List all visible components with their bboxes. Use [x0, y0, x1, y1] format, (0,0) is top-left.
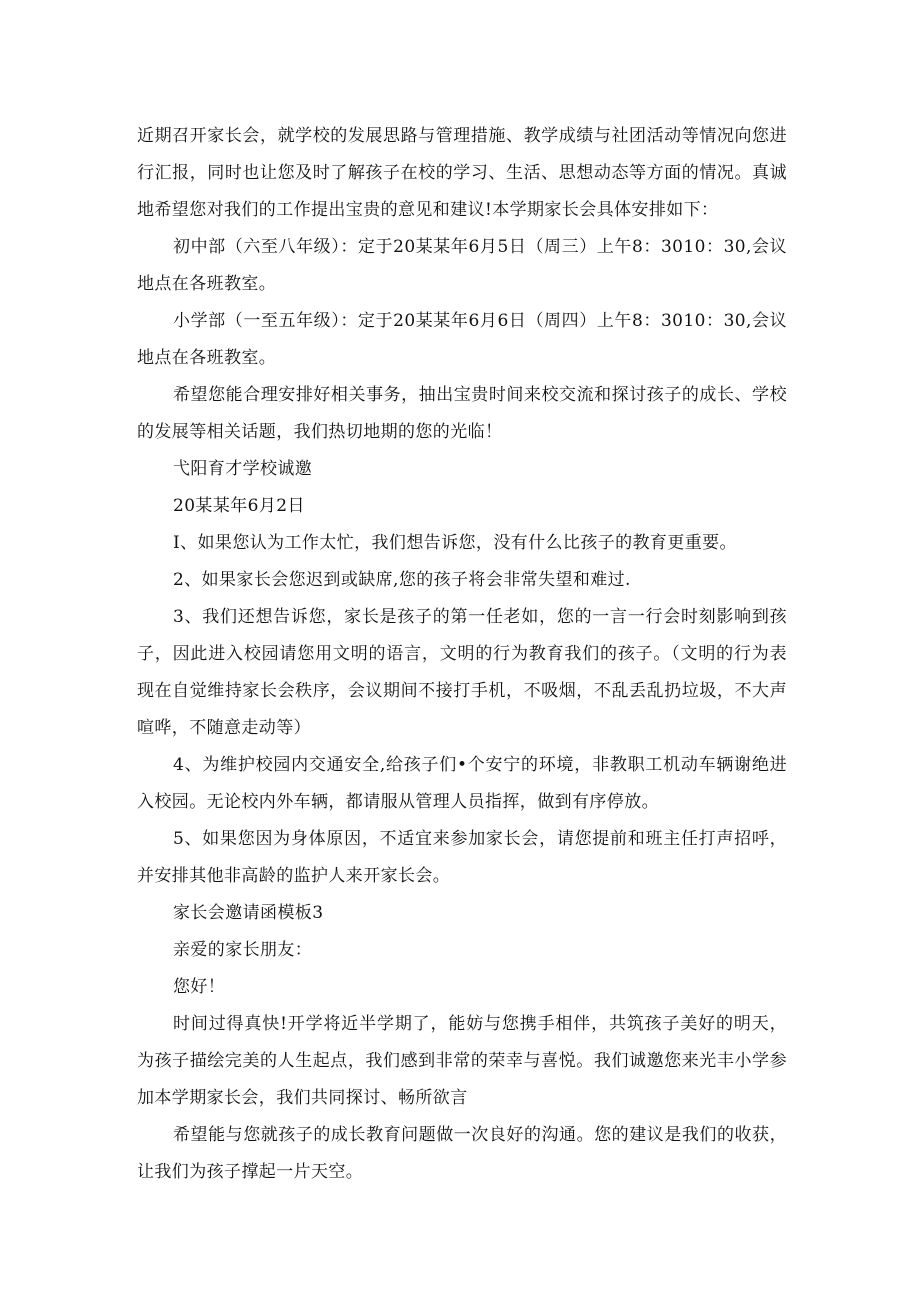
body-paragraph-2: 希望能与您就孩子的成长教育问题做一次良好的沟通。您的建议是我们的收获，让我们为孩子撑起一片天空。 — [137, 1125, 787, 1182]
salutation: 亲爱的家长朋友： — [173, 940, 313, 960]
notice-item-4: 4、为维护校园内交通安全,给孩子们•个安宁的环境，非教职工机动车辆谢绝进入校园。无论校内外车辆，都请服从管理人员指挥，做到有序停放。 — [137, 755, 787, 812]
intro-paragraph: 近期召开家长会，就学校的发展思路与管理措施、教学成绩与社团活动等情况向您进行汇报，同时也让您及时了解孩子在校的学习、生活、思想动态等方面的情况。真诚地希望您对我们的工作提出宝贵的意见和建议!本学期家长会具体安排如下： — [137, 126, 787, 220]
notice-item-5: 5、如果您因为身体原因，不适宜来参加家长会，请您提前和班主任打声招呼，并安排其他非高龄的监护人来开家长会。 — [137, 829, 787, 886]
letter-date: 20某某年6月2日 — [173, 496, 305, 516]
middle-school-schedule: 初中部（六至八年级）：定于20某某年6月5日（周三）上午8：3010：30,会议地点在各班教室。 — [137, 237, 787, 294]
notice-item-2: 2、如果家长会您迟到或缺席,您的孩子将会非常失望和难过. — [173, 570, 631, 590]
notice-item-3: 3、我们还想告诉您，家长是孩子的第一任老如，您的一言一行会时刻影响到孩子，因此进入校园请您用文明的语言，文明的行为教育我们的孩子。（文明的行为表现在自觉维持家长会秩序，会议期间不接打手机，不吸烟，不乱丢乱扔垃圾，不大声喧哗，不随意走动等） — [137, 607, 787, 738]
invitation-paragraph: 希望您能合理安排好相关事务，抽出宝贵时间来校交流和探讨孩子的成长、学校的发展等相关话题，我们热切地期的您的光临！ — [137, 385, 787, 442]
primary-school-schedule: 小学部（一至五年级）：定于20某某年6月6日（周四）上午8：3010：30,会议地点在各班教室。 — [137, 311, 787, 368]
template-heading: 家长会邀请函模板3 — [173, 903, 324, 923]
school-signature: 弋阳育才学校诚邀 — [173, 459, 313, 479]
greeting: 您好！ — [173, 977, 226, 997]
document-body — [137, 118, 787, 1191]
notice-item-1: I、如果您认为工作太忙，我们想告诉您，没有什么比孩子的教育更重要。 — [173, 533, 737, 553]
body-paragraph-1: 时间过得真快!开学将近半学期了，能妨与您携手相伴，共筑孩子美好的明天，为孩子描绘完美的人生起点，我们感到非常的荣幸与喜悦。我们诚邀您来光丰小学参加本学期家长会，我们共同探讨、畅所欲言 — [137, 1014, 787, 1108]
